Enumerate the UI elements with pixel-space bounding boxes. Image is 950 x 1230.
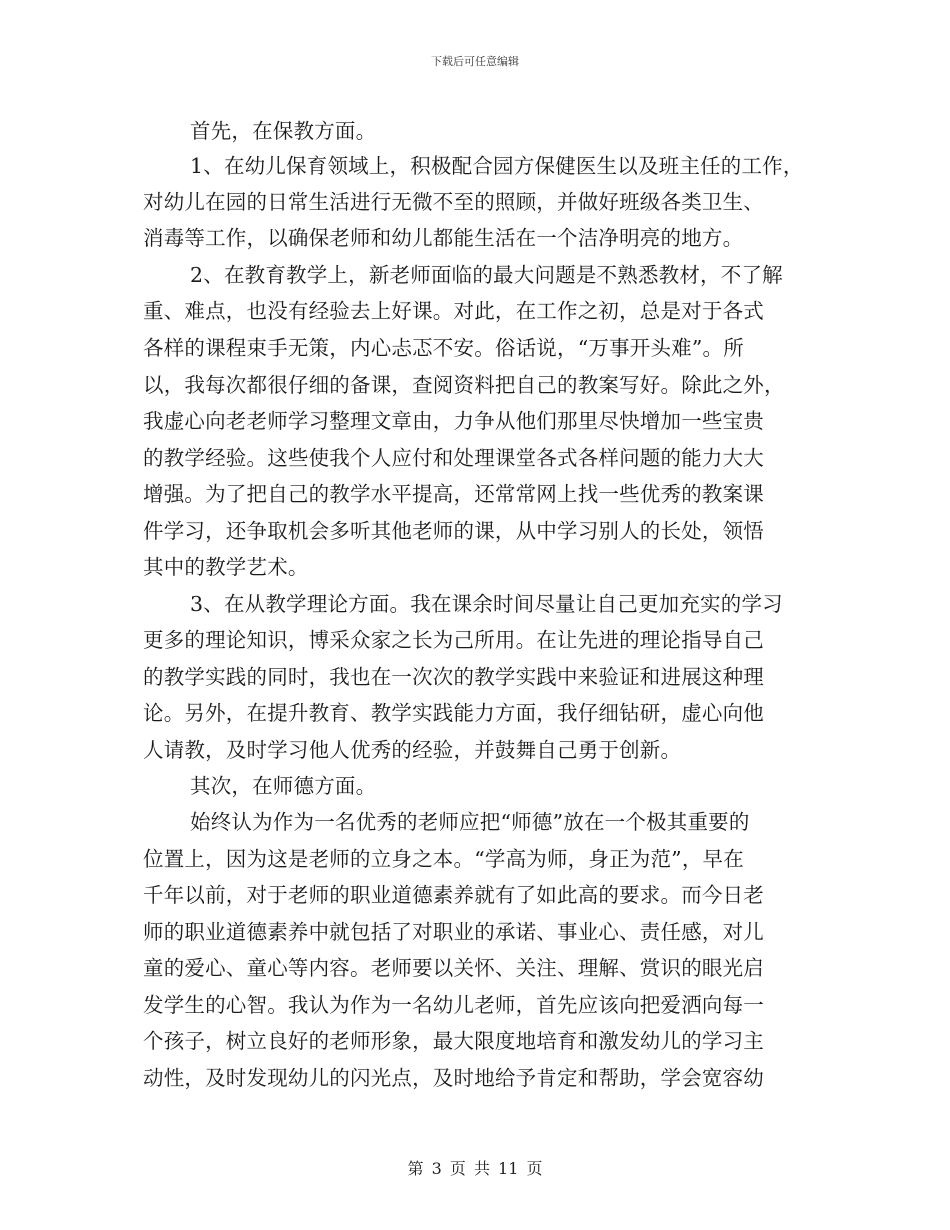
paragraph-line: 的教学实践的同时，我也在一次次的教学实践中来验证和进展这种理 [143, 665, 764, 689]
paragraph-line: 以，我每次都很仔细的备课，查阅资料把自己的教案写好。除此之外， [143, 373, 785, 397]
section-heading-ethics: 其次，在师德方面。 [190, 774, 377, 798]
paragraph-line: 个孩子，树立良好的老师形象，最大限度地培育和激发幼儿的学习主 [143, 1029, 764, 1053]
paragraph-line: 2、在教育教学上，新老师面临的最大问题是不熟悉教材，不了解 [190, 263, 783, 287]
paragraph-line: 发学生的心智。我认为作为一名幼儿老师，首先应该向把爱洒向每一 [143, 993, 764, 1017]
section-heading-care: 首先，在保教方面。 [190, 119, 377, 143]
paragraph-line: 3、在从教学理论方面。我在课余时间尽量让自己更加充实的学习 [190, 592, 783, 616]
paragraph-line: 增强。为了把自己的教学水平提高，还常常网上找一些优秀的教案课 [143, 482, 764, 506]
paragraph-line: 童的爱心、童心等内容。老师要以关怀、关注、理解、赏识的眼光启 [143, 956, 764, 980]
paragraph-line: 我虚心向老老师学习整理文章由，力争从他们那里尽快增加一些宝贵 [143, 409, 764, 433]
paragraph-line: 重、难点，也没有经验去上好课。对此，在工作之初，总是对于各式 [143, 299, 764, 323]
paragraph-line: 各样的课程束手无策，内心忐忑不安。俗话说，“万事开头难”。所 [143, 336, 744, 360]
paragraph-line: 论。另外，在提升教育、教学实践能力方面，我仔细钻研，虚心向他 [143, 701, 764, 725]
paragraph-line: 始终认为作为一名优秀的老师应把“师德”放在一个极其重要的 [190, 810, 750, 834]
paragraph-line: 消毒等工作，以确保老师和幼儿都能生活在一个洁净明亮的地方。 [143, 226, 744, 250]
paragraph-line: 件学习，还争取机会多听其他老师的课，从中学习别人的长处，领悟 [143, 519, 764, 543]
paragraph-line: 位置上，因为这是老师的立身之本。“学高为师，身正为范”，早在 [143, 847, 744, 871]
paragraph-line: 对幼儿在园的日常生活进行无微不至的照顾，并做好班级各类卫生、 [143, 190, 764, 214]
paragraph-line: 人请教，及时学习他人优秀的经验，并鼓舞自己勇于创新。 [143, 738, 682, 762]
page-number-footer: 第 3 页 共 11 页 [407, 1159, 543, 1178]
paragraph-line: 千年以前，对于老师的职业道德素养就有了如此高的要求。而今日老 [143, 883, 764, 907]
paragraph-line: 1、在幼儿保育领域上，积极配合园方保健医生以及班主任的工作， [190, 154, 804, 178]
paragraph-line: 的教学经验。这些使我个人应付和处理课堂各式各样问题的能力大大 [143, 446, 764, 470]
paragraph-line: 师的职业道德素养中就包括了对职业的承诺、事业心、责任感，对儿 [143, 920, 764, 944]
paragraph-line: 更多的理论知识，博采众家之长为己所用。在让先进的理论指导自己 [143, 628, 764, 652]
paragraph-line: 其中的教学艺术。 [143, 555, 309, 579]
page-header: 下载后可任意编辑 [431, 55, 519, 68]
paragraph-line: 动性，及时发现幼儿的闪光点，及时地给予肯定和帮助，学会宽容幼 [143, 1066, 764, 1090]
